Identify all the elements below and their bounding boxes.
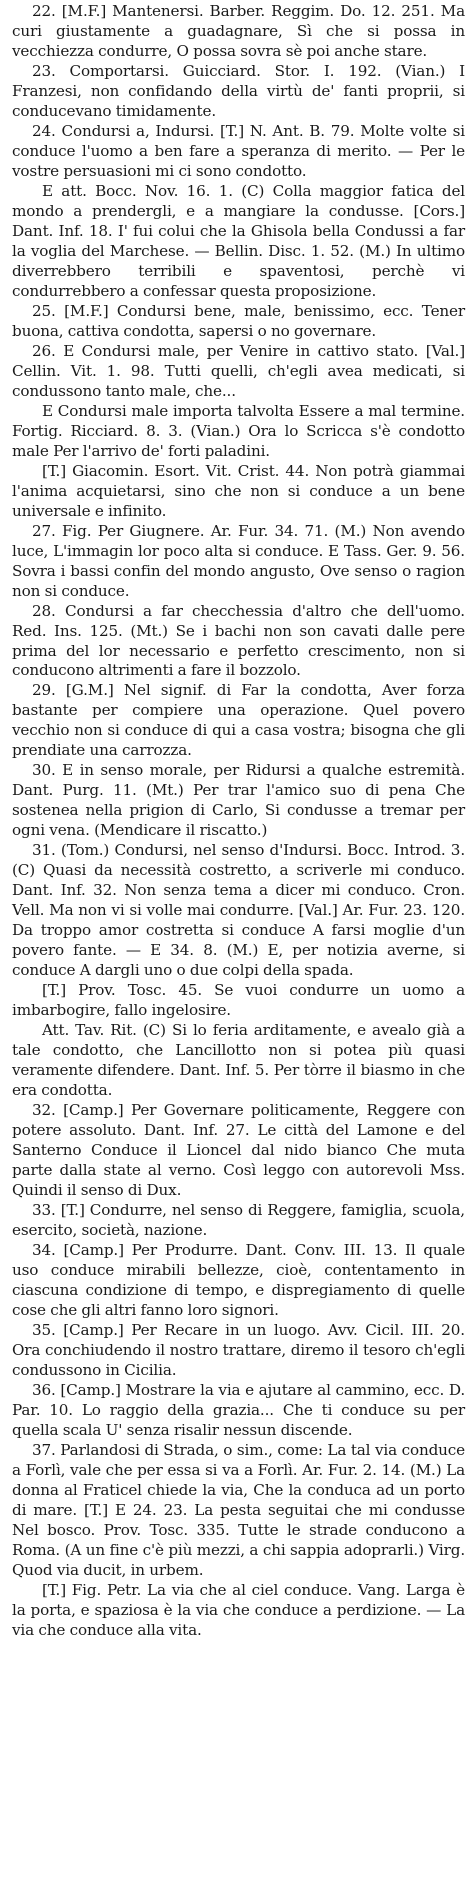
entry-24-sub-att: E att. Bocc. Nov. 16. 1. (C) Colla maggior fatica del mondo a prendergli, e a mangiare la condusse. [Cors.] Dant. Inf. 18. I' fui colui che la Ghisola bella Condussi a far la voglia del Marchese. — Bellin. Disc. 1. 52. (M.) In ultimo diverrebbero terribili e spaventosi, perchè vi condurrebbero a confessar questa proposizione. [12, 181, 465, 300]
entry-32: 32. [Camp.] Per Governare politicamente, Reggere con potere assoluto. Dant. Inf. 27. Le città del Lamone e del Santerno Conduce il Lioncel dal nido bianco Che muta parte dalla state al verno. Così leggo con autorevoli Mss. Quindi il senso di Dux. [12, 1101, 465, 1200]
entry-31: 31. (Tom.) Condursi, nel senso d'Indursi. Bocc. Introd. 3. (C) Quasi da necessità costretto, a scriverle mi conduco. Dant. Inf. 32. Non senza tema a dicer mi conduco. Cron. Vell. Ma non vi si volle mai condurre. [Val.] Ar. Fur. 23. 120. Da troppo amor costretta si conduce A farsi moglie d'un povero fante. — E 34. 8. (M.) E, per notizia averne, si conduce A dargli uno o due colpi della spada. [12, 841, 465, 980]
entry-29: 29. [G.M.] Nel signif. di Far la condotta, Aver forza bastante per compiere una operazione. Quel povero vecchio non si conduce di qui a casa vostra; bisogna che gli prendiate una carrozza. [12, 681, 465, 760]
entry-31-sub-att: Att. Tav. Rit. (C) Si lo feria arditamente, e avealo già a tale condotto, che Lancillotto non si potea più quasi veramente difendere. Dant. Inf. 5. Per tòrre il biasmo in che era condotta. [12, 1021, 465, 1100]
entry-26-sub-mal-termine: E Condursi male importa talvolta Essere a mal termine. Fortig. Ricciard. 8. 3. (Vian.) Ora lo Scricca s'è condotto male Per l'arrivo de' forti paladini. [12, 401, 465, 460]
entry-31-sub-prov-tosc: [T.] Prov. Tosc. 45. Se vuoi condurre un uomo a imbarbogire, fallo ingelosire. [12, 981, 465, 1020]
entry-33: 33. [T.] Condurre, nel senso di Reggere, famiglia, scuola, esercito, società, nazione. [12, 1201, 465, 1240]
entry-26-sub-giacomin: [T.] Giacomin. Esort. Vit. Crist. 44. Non potrà giammai l'anima acquietarsi, sino che non si conduce a un bene universale e infinito. [12, 461, 465, 520]
entry-37: 37. Parlandosi di Strada, o sim., come: La tal via conduce a Forlì, vale che per essa si va a Forlì. Ar. Fur. 2. 14. (M.) La donna al Fraticel chiede la via, Che la conduca ad un porto di mare. [T.] E 24. 23. La pesta seguitai che mi condusse Nel bosco. Prov. Tosc. 335. Tutte le strade conducono a Roma. (A un fine c'è più mezzi, a chi sappia adoprarli.) Virg. Quod via ducit, in urbem. [12, 1440, 465, 1579]
entry-28: 28. Condursi a far checchessia d'altro che dell'uomo. Red. Ins. 125. (Mt.) Se i bachi non son cavati dalle pere prima del lor necessario e perfetto crescimento, non si conducono altrimenti a fare il bozzolo. [12, 601, 465, 680]
entry-26: 26. E Condursi male, per Venire in cattivo stato. [Val.] Cellin. Vit. 1. 98. Tutti quelli, ch'egli avea medicati, si condussono tanto male, che... [12, 341, 465, 400]
entry-34: 34. [Camp.] Per Produrre. Dant. Conv. III. 13. Il quale uso conduce mirabili bellezze, cioè, contentamento in ciascuna condizione di tempo, e dispregiamento di quelle cose che gli altri fanno loro signori. [12, 1241, 465, 1319]
entry-23: 23. Comportarsi. Guicciard. Stor. I. 192. (Vian.) I Franzesi, non confidando della virtù de' fanti proprii, si conducevano timidamente. [12, 61, 465, 120]
entry-22: 22. [M.F.] Mantenersi. Barber. Reggim. Do. 12. 251. Ma curi giustamente a guadagnare, Sì che si possa in vecchiezza condurre, O possa sovra sè poi anche stare. [12, 2, 465, 60]
entry-35: 35. [Camp.] Per Recare in un luogo. Avv. Cicil. III. 20. Ora conchiudendo il nostro trattare, diremo il tesoro ch'egli condussono in Cicilia. [12, 1320, 465, 1379]
entry-30: 30. E in senso morale, per Ridursi a qualche estremità. Dant. Purg. 11. (Mt.) Per trar l'amico suo di pena Che sostenea nella prigion di Carlo, Si condusse a tremar per ogni vena. (Mendicare il riscatto.) [12, 761, 465, 840]
entry-27: 27. Fig. Per Giugnere. Ar. Fur. 34. 71. (M.) Non avendo luce, L'immagin lor poco alta si conduce. E Tass. Ger. 9. 56. Sovra i bassi confin del mondo angusto, Ove senso o ragion non si conduce. [12, 521, 465, 600]
entry-36: 36. [Camp.] Mostrare la via e ajutare al cammino, ecc. D. Par. 10. Lo raggio della grazia... Che ti conduce su per quella scala U' senza risalir nessun discende. [12, 1380, 465, 1439]
entry-37-sub-fig: [T.] Fig. Petr. La via che al ciel conduce. Vang. Larga è la porta, e spaziosa è la via che conduce a perdizione. — La via che conduce alla vita. [12, 1580, 465, 1639]
entry-25: 25. [M.F.] Condursi bene, male, benissimo, ecc. Tener buona, cattiva condotta, sapersi o no governare. [12, 301, 465, 340]
entry-24: 24. Condursi a, Indursi. [T.] N. Ant. B. 79. Molte volte si conduce l'uomo a ben fare a speranza di merito. — Per le vostre persuasioni mi ci sono condotto. [12, 121, 465, 180]
